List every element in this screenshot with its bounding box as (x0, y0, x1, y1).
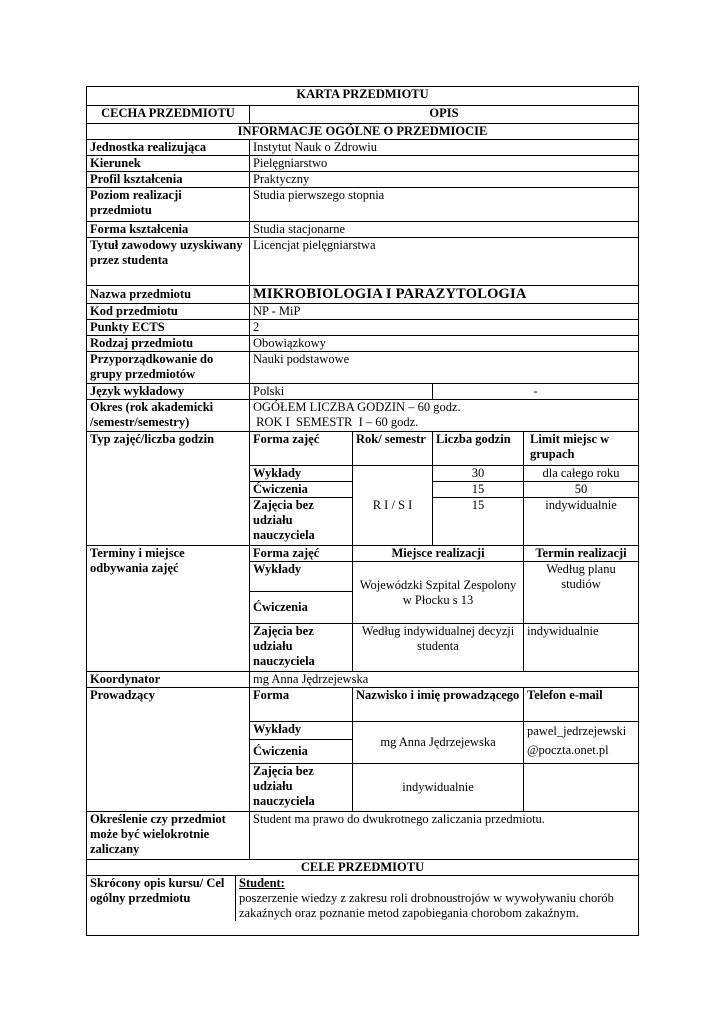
label-okres: Okres (rok akademicki /semestr/semestry) (87, 400, 250, 432)
label-wielokrotnie: Określenie czy przedmiot może być wielokrotnie zaliczany (87, 812, 250, 860)
typ-header-liczba: Liczba godzin (433, 432, 524, 466)
value-nazwa: MIKROBIOLOGIA I PARAZYTOLOGIA (250, 286, 639, 304)
prow-header-nazwisko: Nazwisko i imię prowadzącego (353, 688, 524, 722)
label-profil: Profil kształcenia (87, 172, 250, 188)
terminy-header-forma: Forma zajęć (250, 546, 353, 562)
prow-header-telefon: Telefon e-mail (524, 688, 639, 722)
section-cele: CELE PRZEDMIOTU (87, 860, 639, 876)
value-kierunek: Pielęgniarstwo (250, 156, 639, 172)
label-forma-ksztalcenia: Forma kształcenia (87, 222, 250, 238)
terminy-miejsce-main: Wojewódzki Szpital Zespolony w Płocku s 13 (353, 562, 524, 624)
typ-header-rok: Rok/ semestr (353, 432, 433, 466)
value-forma-ksztalcenia: Studia stacjonarne (250, 222, 639, 238)
value-profil: Praktyczny (250, 172, 639, 188)
prow-wyklady: Wykłady (250, 722, 353, 740)
terminy-header-miejsce: Miejsce realizacji (353, 546, 524, 562)
prow-zajecia-contact (524, 764, 639, 812)
typ-limit-zajecia: indywidualnie (524, 498, 639, 546)
typ-limit-cwiczenia: 50 (524, 482, 639, 498)
terminy-termin-zajecia: indywidualnie (524, 624, 639, 672)
value-jednostka: Instytut Nauk o Zdrowiu (250, 140, 639, 156)
course-card-table (86, 86, 639, 936)
terminy-header-termin: Termin realizacji (524, 546, 639, 562)
okres-line-2: ROK I SEMESTR I – 60 godz. (253, 415, 419, 429)
label-koordynator: Koordynator (87, 672, 250, 688)
typ-forma-wyklady: Wykłady (250, 466, 353, 482)
prow-zajecia: Zajęcia bez udziału nauczyciela (250, 764, 353, 812)
label-kierunek: Kierunek (87, 156, 250, 172)
value-jezyk: Polski (250, 384, 433, 400)
card-title: KARTA PRZEDMIOTU (87, 87, 639, 106)
typ-godz-zajecia: 15 (433, 498, 524, 546)
cele-row (87, 876, 639, 936)
typ-header-forma: Forma zajęć (250, 432, 353, 466)
label-tytul: Tytuł zawodowy uzyskiwany przez studenta (87, 238, 250, 286)
typ-header-limit: Limit miejsc w grupach (524, 432, 639, 466)
typ-forma-cwiczenia: Ćwiczenia (250, 482, 353, 498)
label-nazwa: Nazwa przedmiotu (87, 286, 250, 304)
terminy-wyklady: Wykłady (250, 562, 353, 592)
label-prowadzacy: Prowadzący (87, 688, 250, 812)
label-rodzaj: Rodzaj przedmiotu (87, 336, 250, 352)
prow-cwiczenia: Ćwiczenia (250, 740, 353, 764)
prow-email: pawel_jedrzejewski@poczta.onet.pl (524, 722, 639, 764)
header-cecha: CECHA PRZEDMIOTU (87, 106, 250, 124)
course-card (86, 86, 638, 936)
terminy-termin-main: Według planu studiów (524, 562, 639, 624)
value-ects: 2 (250, 320, 639, 336)
typ-limit-wyklady: dla całego roku (524, 466, 639, 482)
section-info: INFORMACJE OGÓLNE O PRZEDMIOCIE (87, 124, 639, 140)
value-cele (236, 876, 638, 921)
label-kod: Kod przedmiotu (87, 304, 250, 320)
value-jezyk-extra: - (433, 384, 639, 400)
value-poziom: Studia pierwszego stopnia (250, 188, 639, 222)
value-tytul: Licencjat pielęgniarstwa (250, 238, 639, 286)
value-rodzaj: Obowiązkowy (250, 336, 639, 352)
typ-rok-value: R I / S I (353, 466, 433, 546)
prow-zajecia-value: indywidualnie (353, 764, 524, 812)
typ-forma-zajecia: Zajęcia bez udziału nauczyciela (250, 498, 353, 546)
label-terminy: Terminy i miejsce odbywania zajęć (87, 546, 250, 672)
label-grupa: Przyporządkowanie do grupy przedmiotów (87, 352, 250, 384)
label-ects: Punkty ECTS (87, 320, 250, 336)
value-wielokrotnie: Student ma prawo do dwukrotnego zaliczania przedmiotu. (250, 812, 639, 860)
value-koordynator: mg Anna Jędrzejewska (250, 672, 639, 688)
terminy-miejsce-zajecia: Według indywidualnej decyzji studenta (353, 624, 524, 672)
terminy-zajecia: Zajęcia bez udziału nauczyciela (250, 624, 353, 672)
value-grupa: Nauki podstawowe (250, 352, 639, 384)
label-jednostka: Jednostka realizująca (87, 140, 250, 156)
label-typ: Typ zajęć/liczba godzin (87, 432, 250, 546)
cele-student-label: Student: (239, 876, 285, 890)
value-okres (250, 400, 639, 432)
terminy-cwiczenia: Ćwiczenia (250, 592, 353, 624)
value-kod: NP - MiP (250, 304, 639, 320)
prow-header-forma: Forma (250, 688, 353, 722)
label-cele: Skrócony opis kursu/ Cel ogólny przedmiotu (87, 876, 236, 921)
label-poziom: Poziom realizacji przedmiotu (87, 188, 250, 222)
prow-name: mg Anna Jędrzejewska (353, 722, 524, 764)
label-jezyk: Język wykładowy (87, 384, 250, 400)
header-opis: OPIS (250, 106, 639, 124)
typ-godz-wyklady: 30 (433, 466, 524, 482)
cele-text: poszerzenie wiedzy z zakresu roli drobnoustrojów w wywoływaniu chorób zakaźnych oraz poznanie metod zapobiegania chorobom zakaźnym. (239, 891, 614, 920)
typ-godz-cwiczenia: 15 (433, 482, 524, 498)
okres-line-1: OGÓŁEM LICZBA GODZIN – 60 godz. (253, 400, 461, 414)
